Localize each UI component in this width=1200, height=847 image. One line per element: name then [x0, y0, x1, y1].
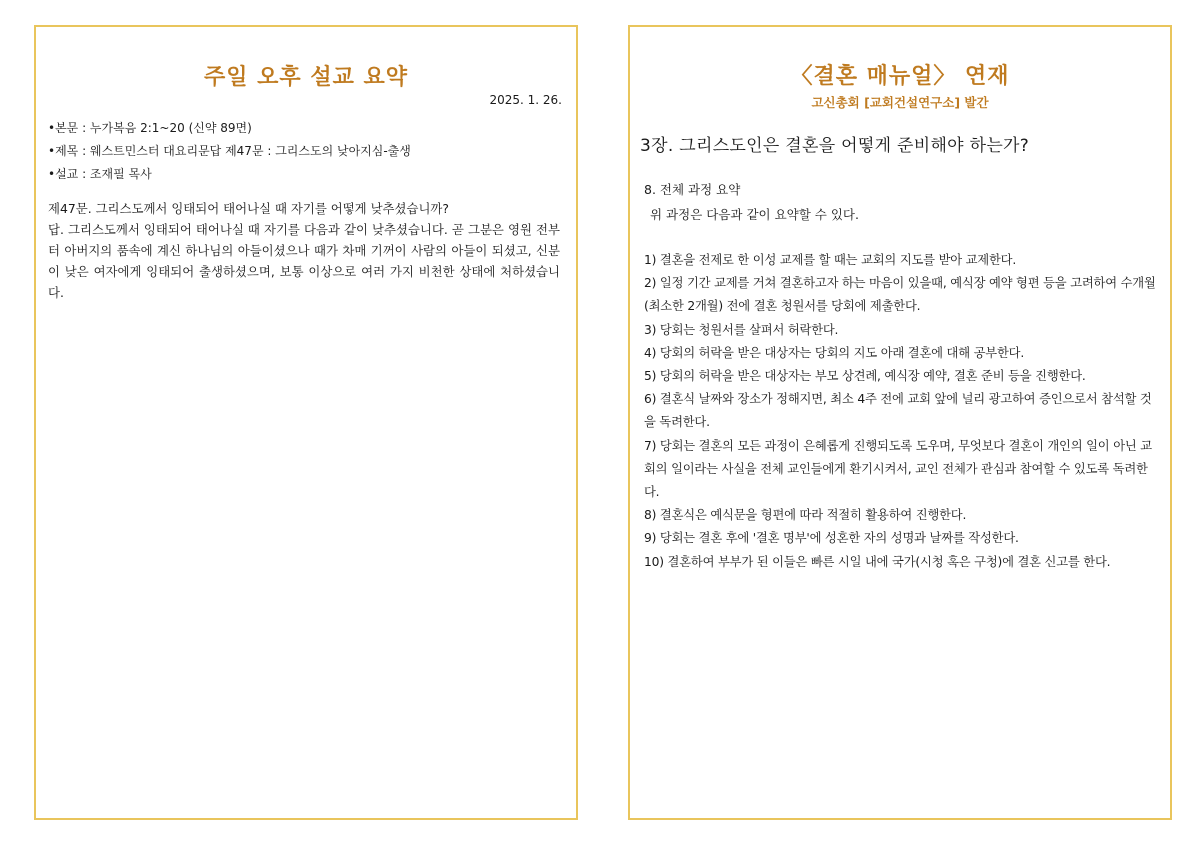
subject-line: •제목 : 웨스트민스터 대요리문답 제47문 : 그리스도의 낮아지심-출생	[48, 144, 411, 158]
sermon-title: 주일 오후 설교 요약	[204, 65, 408, 90]
process-step: 7) 당회는 결혼의 모든 과정이 은혜롭게 진행되도록 도우며, 무엇보다 결혼이 개인의 일이 아닌 교회의 일이라는 사실을 전체 교인들에게 환기시켜서, 교인 전체가 관심과 참여할 수 있도록 독려한다.	[644, 438, 1152, 500]
section-heading: 8. 전체 과정 요약	[644, 182, 741, 197]
process-step: 8) 결혼식은 예식문을 형편에 따라 적절히 활용하여 진행한다.	[644, 508, 967, 523]
section-intro: 위 과정은 다음과 같이 요약할 수 있다.	[650, 207, 859, 222]
catechism-question: 제47문. 그리스도께서 잉태되어 태어나실 때 자기를 어떻게 낮추셨습니까?	[48, 201, 449, 216]
manual-subtitle: 고신총회 [교회건설연구소] 발간	[811, 95, 989, 110]
preacher-line: •설교 : 조재필 목사	[48, 167, 152, 181]
scripture-line: •본문 : 누가복음 2:1~20 (신약 89면)	[48, 121, 252, 135]
process-step: 1) 결혼을 전제로 한 이성 교제를 할 때는 교회의 지도를 받아 교제한다.	[644, 253, 1017, 267]
wedding-manual-page	[628, 25, 1172, 820]
process-step: 3) 당회는 청원서를 살펴서 허락한다.	[644, 322, 839, 337]
manual-title: 〈결혼 매뉴얼〉 연재	[790, 64, 1010, 89]
process-step: 6) 결혼식 날짜와 장소가 정해지면, 최소 4주 전에 교회 앞에 널리 광고하여 증인으로서 참석할 것을 독려한다.	[644, 392, 1152, 430]
sermon-date: 2025. 1. 26.	[489, 93, 562, 107]
process-step: 10) 결혼하여 부부가 된 이들은 빠른 시일 내에 국가(시청 혹은 구청)에 결혼 신고를 한다.	[644, 554, 1111, 569]
process-steps-list	[644, 249, 1158, 574]
process-step: 2) 일정 기간 교제를 거쳐 결혼하고자 하는 마음이 있을때, 예식장 예약 형편 등을 고려하여 수개월(최소한 2개월) 전에 결혼 청원서를 당회에 제출한다.	[644, 276, 1156, 314]
process-step: 5) 당회의 허락을 받은 대상자는 부모 상견례, 예식장 예약, 결혼 준비 등을 진행한다.	[644, 369, 1086, 384]
sermon-summary-page	[34, 25, 578, 820]
process-step: 9) 당회는 결혼 후에 '결혼 명부'에 성혼한 자의 성명과 날짜를 작성한다.	[644, 531, 1019, 546]
catechism-answer: 답. 그리스도께서 잉태되어 태어나실 때 자기를 다음과 같이 낮추셨습니다. 곧 그분은 영원 전부터 아버지의 품속에 계신 하나님의 아들이셨으나 때가 차매 기꺼이 사람의 아들이 되셨고, 신분이 낮은 여자에게 잉태되어 출생하셨으며, 보통 이상으로 여러 가지 비천한 상태에 처하셨습니다.	[48, 222, 560, 300]
process-step: 4) 당회의 허락을 받은 대상자는 당회의 지도 아래 결혼에 대해 공부한다.	[644, 345, 1025, 360]
chapter-heading: 3장. 그리스도인은 결혼을 어떻게 준비해야 하는가?	[640, 136, 1030, 156]
